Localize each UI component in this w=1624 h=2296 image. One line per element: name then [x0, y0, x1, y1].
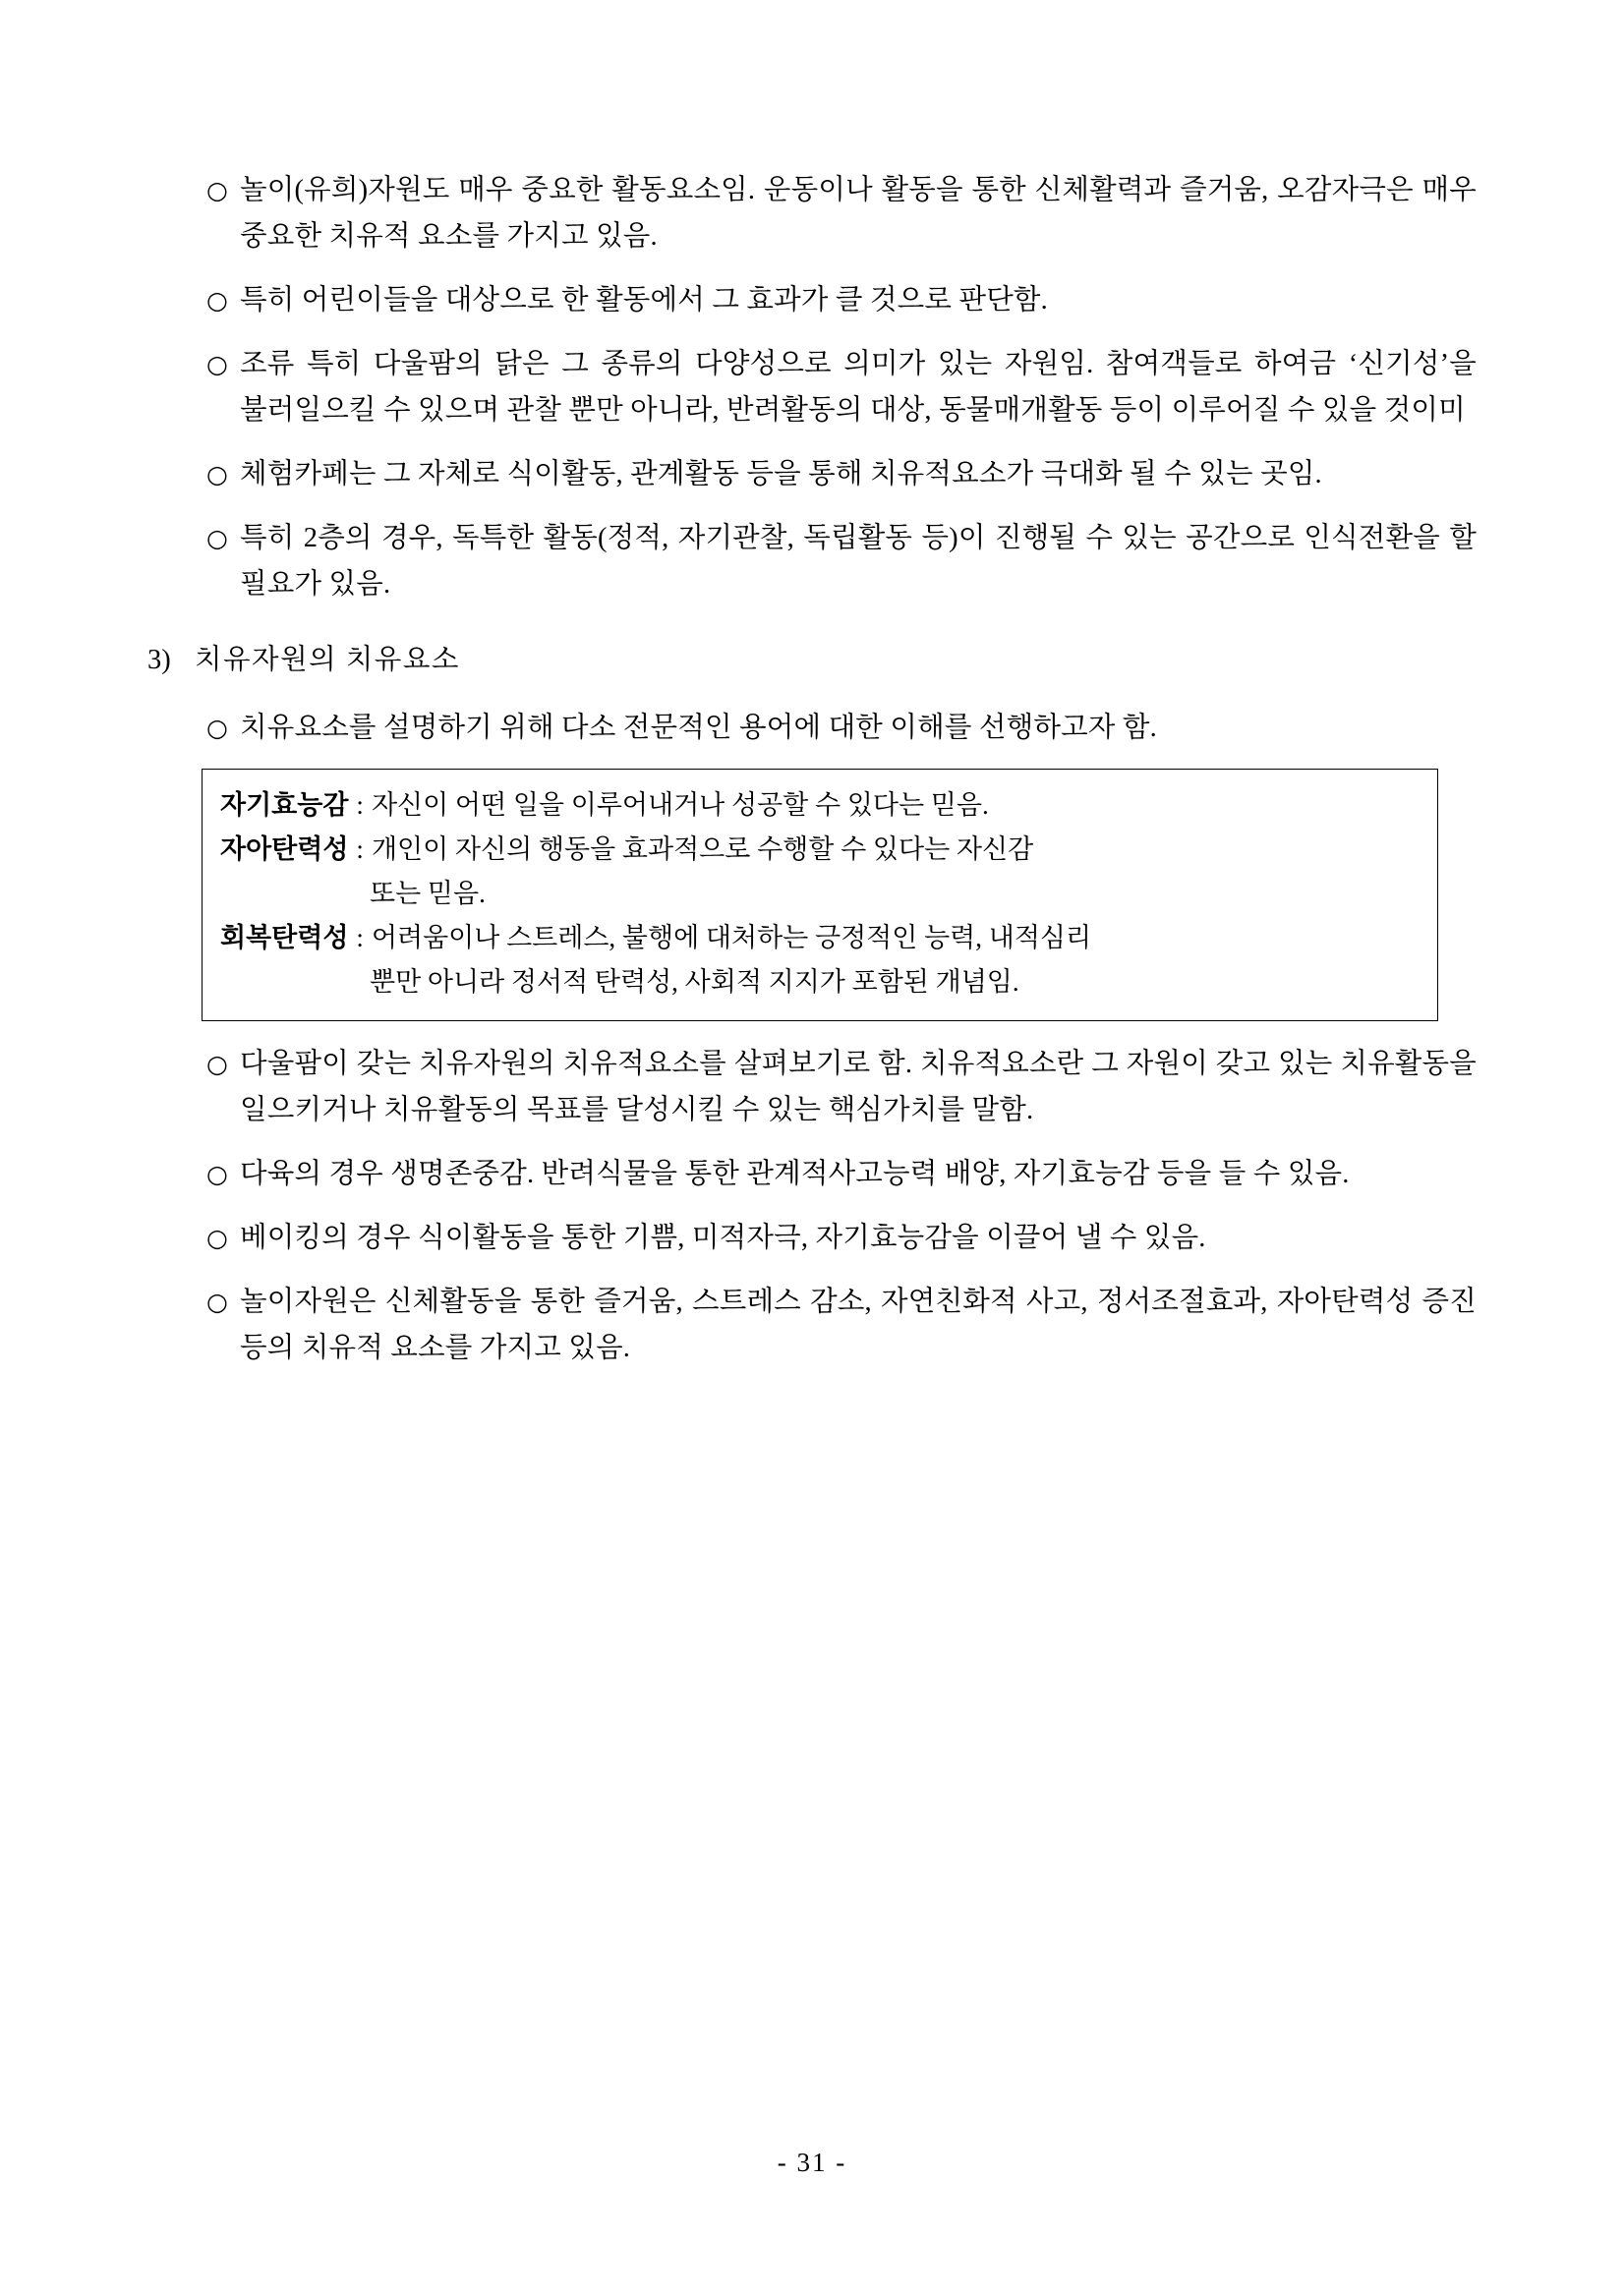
- list-item: [147, 451, 1477, 497]
- list-item: [147, 341, 1477, 433]
- section-title: 치유자원의 치유요소: [195, 645, 460, 675]
- list-item: [147, 705, 1477, 751]
- bullet-circle-icon: ○: [206, 460, 228, 488]
- definition-separator: :: [356, 790, 364, 820]
- definition-continuation: 뿐만 아니라 정서적 탄력성, 사회적 지지가 포함된 개념임.: [370, 967, 1019, 997]
- list-item: [147, 277, 1477, 323]
- list-item: [147, 1279, 1477, 1371]
- bullet-circle-icon: ○: [206, 350, 228, 378]
- definition-continuation: 또는 믿음.: [370, 879, 486, 908]
- bullet-circle-icon: ○: [206, 524, 228, 552]
- list-item-text: 놀이자원은 신체활동을 통한 즐거움, 스트레스 감소, 자연친화적 사고, 정서조절효과, 자아탄력성 증진 등의 치유적 요소를 가지고 있음.: [240, 1287, 1477, 1363]
- section-number: 3): [147, 645, 171, 675]
- list-item: [147, 515, 1477, 607]
- list-item: [147, 167, 1477, 259]
- definition-term: 자기효능감: [220, 790, 349, 820]
- definition-separator: :: [356, 923, 364, 952]
- bullet-circle-icon: ○: [206, 176, 228, 204]
- definition-description: 어려움이나 스트레스, 불행에 대처하는 긍정적인 능력, 내적심리: [371, 923, 1092, 952]
- bullet-circle-icon: ○: [206, 286, 228, 315]
- bullet-circle-icon: ○: [206, 1160, 228, 1188]
- list-item-text: 베이킹의 경우 식이활동을 통한 기쁨, 미적자극, 자기효능감을 이끌어 낼 수 있음.: [240, 1223, 1206, 1253]
- list-item-text: 놀이(유희)자원도 매우 중요한 활동요소임. 운동이나 활동을 통한 신체활력과 즐거움, 오감자극은 매우 중요한 치유적 요소를 가지고 있음.: [240, 175, 1477, 252]
- definition-term: 자아탄력성: [220, 834, 349, 864]
- bullet-circle-icon: ○: [206, 1224, 228, 1252]
- list-item: [147, 1041, 1477, 1133]
- page-number: - 31 -: [777, 2148, 847, 2177]
- definition-entry: [220, 783, 1420, 828]
- list-item-text: 다육의 경우 생명존중감. 반려식물을 통한 관계적사고능력 배양, 자기효능감 등을 들 수 있음.: [240, 1159, 1350, 1189]
- definition-description: 자신이 어떤 일을 이루어내거나 성공할 수 있다는 믿음.: [371, 790, 989, 820]
- definition-term: 회복탄력성: [220, 923, 349, 952]
- section-heading: [147, 637, 1477, 683]
- list-item-text: 특히 어린이들을 대상으로 한 활동에서 그 효과가 클 것으로 판단함.: [240, 285, 1048, 316]
- list-item-text: 다울팜이 갖는 치유자원의 치유적요소를 살펴보기로 함. 치유적요소란 그 자원이 갖고 있는 치유활동을 일으키거나 치유활동의 목표를 달성시킬 수 있는 핵심가치를 말함.: [240, 1049, 1477, 1125]
- list-item: [147, 1151, 1477, 1197]
- list-item-text: 조류 특히 다울팜의 닭은 그 종류의 다양성으로 의미가 있는 자원임. 참여객들로 하여금 ‘신기성’을 불러일으킬 수 있으며 관찰 뿐만 아니라, 반려활동의 대상, 동물매개활동 등이 이루어질 수 있을 것이미: [240, 349, 1477, 426]
- definition-separator: :: [356, 834, 364, 864]
- list-item-text: 특히 2층의 경우, 독특한 활동(정적, 자기관찰, 독립활동 등)이 진행될 수 있는 공간으로 인식전환을 할 필요가 있음.: [240, 523, 1477, 600]
- page-content: [147, 167, 1477, 1371]
- definition-entry: [220, 828, 1420, 872]
- definition-entry: [220, 916, 1420, 960]
- definition-description: 개인이 자신의 행동을 효과적으로 수행할 수 있다는 자신감: [371, 834, 1034, 864]
- bullet-circle-icon: ○: [206, 714, 228, 742]
- list-item-text: 체험카페는 그 자체로 식이활동, 관계활동 등을 통해 치유적요소가 극대화 될 수 있는 곳임.: [240, 459, 1322, 489]
- bullet-circle-icon: ○: [206, 1288, 228, 1316]
- list-item: [147, 1215, 1477, 1261]
- list-item-text: 치유요소를 설명하기 위해 다소 전문적인 용어에 대한 이해를 선행하고자 함.: [240, 713, 1157, 743]
- bullet-circle-icon: ○: [206, 1050, 228, 1078]
- definition-box: [202, 769, 1438, 1021]
